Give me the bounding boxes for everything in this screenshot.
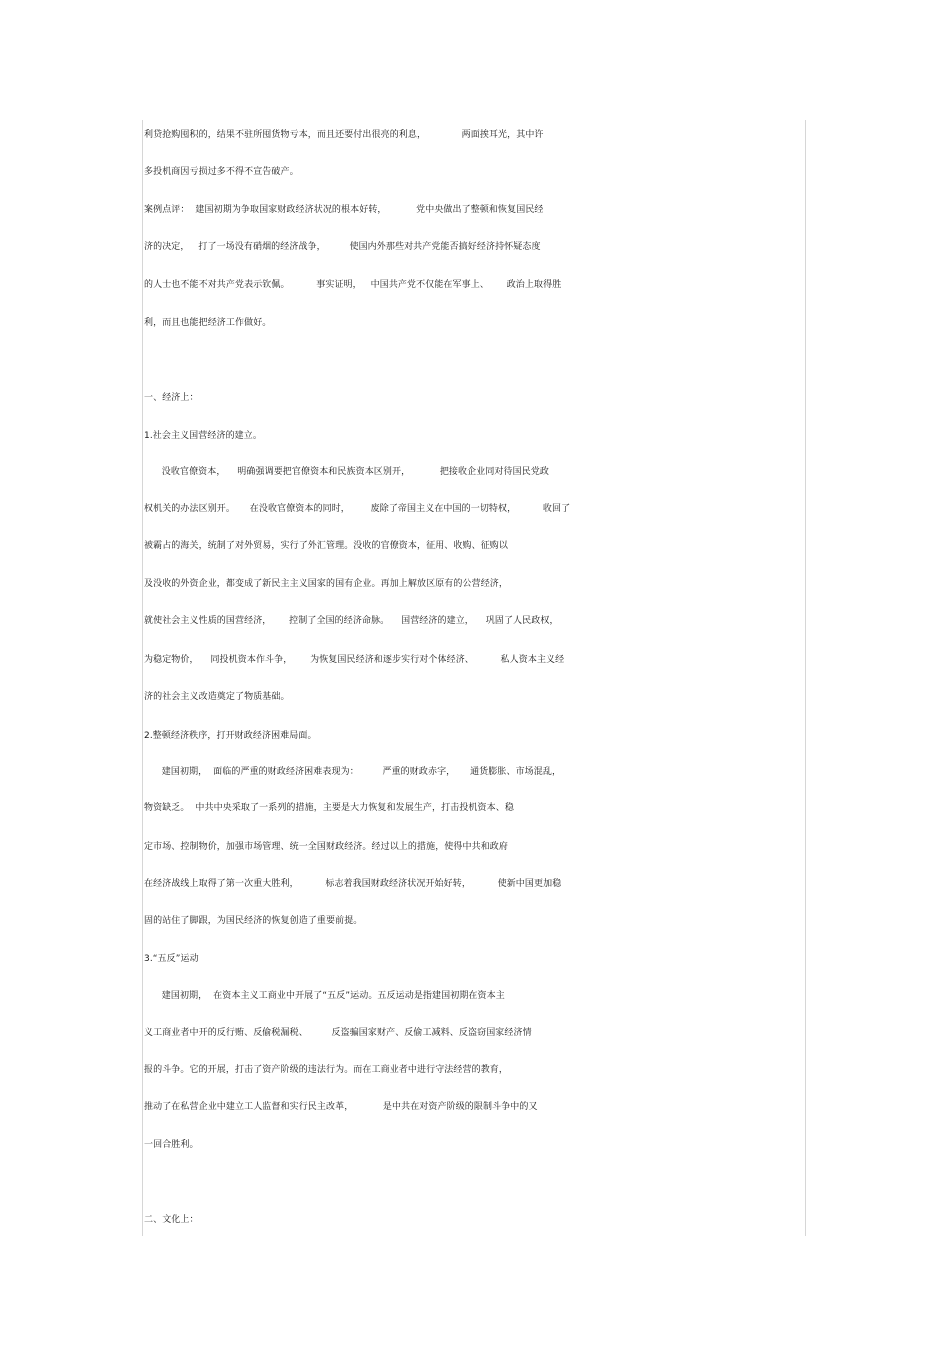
text-line: 就使社会主义性质的国营经济， 控制了全国的经济命脉。 国营经济的建立， 巩固了人民政权，	[144, 616, 559, 626]
section-heading: 一、经济上：	[144, 393, 199, 403]
subsection-heading: 1.社会主义国营经济的建立。	[144, 431, 262, 441]
text-line: 利贷抢购囤积的，结果不驻所囤货物亏本，而且还要付出很亮的利息， 两面挨耳光，其中许	[144, 130, 544, 140]
subsection-heading: 2.整顿经济秩序，打开财政经济困难局面。	[144, 731, 317, 741]
text-line: 及没收的外资企业，都变成了新民主主义国家的国有企业。再加上解放区原有的公营经济，	[144, 579, 509, 589]
text-line: 为稳定物价， 同投机资本作斗争， 为恢复国民经济和逐步实行对个体经济、 私人资本主义经	[144, 655, 565, 665]
text-line: 在经济战线上取得了第一次重大胜利， 标志着我国财政经济状况开始好转， 使新中国更加稳	[144, 879, 562, 889]
text-line: 一回合胜利。	[144, 1140, 199, 1150]
text-line: 权机关的办法区别开。 在没收官僚资本的同时， 废除了帝国主义在中国的一切特权， 收回了	[144, 504, 571, 514]
text-line: 物资缺乏。 中共中央采取了一系列的措施，主要是大力恢复和发展生产，打击投机资本、稳	[144, 803, 514, 813]
text-line: 被霸占的海关，统制了对外贸易，实行了外汇管理。没收的官僚资本，征用、收购、征购以	[144, 541, 509, 551]
text-line: 利，而且也能把经济工作做好。	[144, 318, 272, 328]
text-line: 固的站住了脚跟，为国民经济的恢复创造了重要前提。	[144, 916, 363, 926]
text-line: 多投机商因亏损过多不得不宣告破产。	[144, 167, 299, 177]
text-line: 济的决定， 打了一场没有硝烟的经济战争， 使国内外那些对共产党能否搞好经济持怀疑态度	[144, 242, 541, 252]
text-line: 定市场、控制物价，加强市场管理、统一全国财政经济。经过以上的措施，使得中共和政府	[144, 842, 509, 852]
text-line: 义工商业者中开的反行贿、反偷税漏税、 反盗骗国家财产、反偷工减料、反盗窃国家经济情	[144, 1028, 532, 1038]
subsection-heading: 3.“五反”运动	[144, 954, 199, 964]
text-line: 案例点评： 建国初期为争取国家财政经济状况的根本好转， 党中央做出了整顿和恢复国民经	[144, 205, 544, 215]
text-line: 的人士也不能不对共产党表示钦佩。 事实证明， 中国共产党不仅能在军事上、 政治上取得胜	[144, 280, 562, 290]
section-heading: 二、文化上：	[144, 1215, 199, 1225]
text-line: 报的斗争。它的开展，打击了资产阶级的违法行为。而在工商业者中进行守法经营的教育，	[144, 1065, 509, 1075]
text-line: 济的社会主义改造奠定了物质基础。	[144, 692, 290, 702]
text-line: 没收官僚资本， 明确强调要把官僚资本和民族资本区别开， 把接收企业同对待国民党政	[144, 467, 550, 477]
text-line: 建国初期， 面临的严重的财政经济困难表现为： 严重的财政赤字， 通货膨胀、市场混乱，	[144, 767, 562, 777]
text-line: 推动了在私营企业中建立工人监督和实行民主改革， 是中共在对资产阶级的限制斗争中的又	[144, 1102, 538, 1112]
text-line: 建国初期， 在资本主义工商业中开展了“五反”运动。五反运动是指建国初期在资本主	[144, 991, 505, 1001]
